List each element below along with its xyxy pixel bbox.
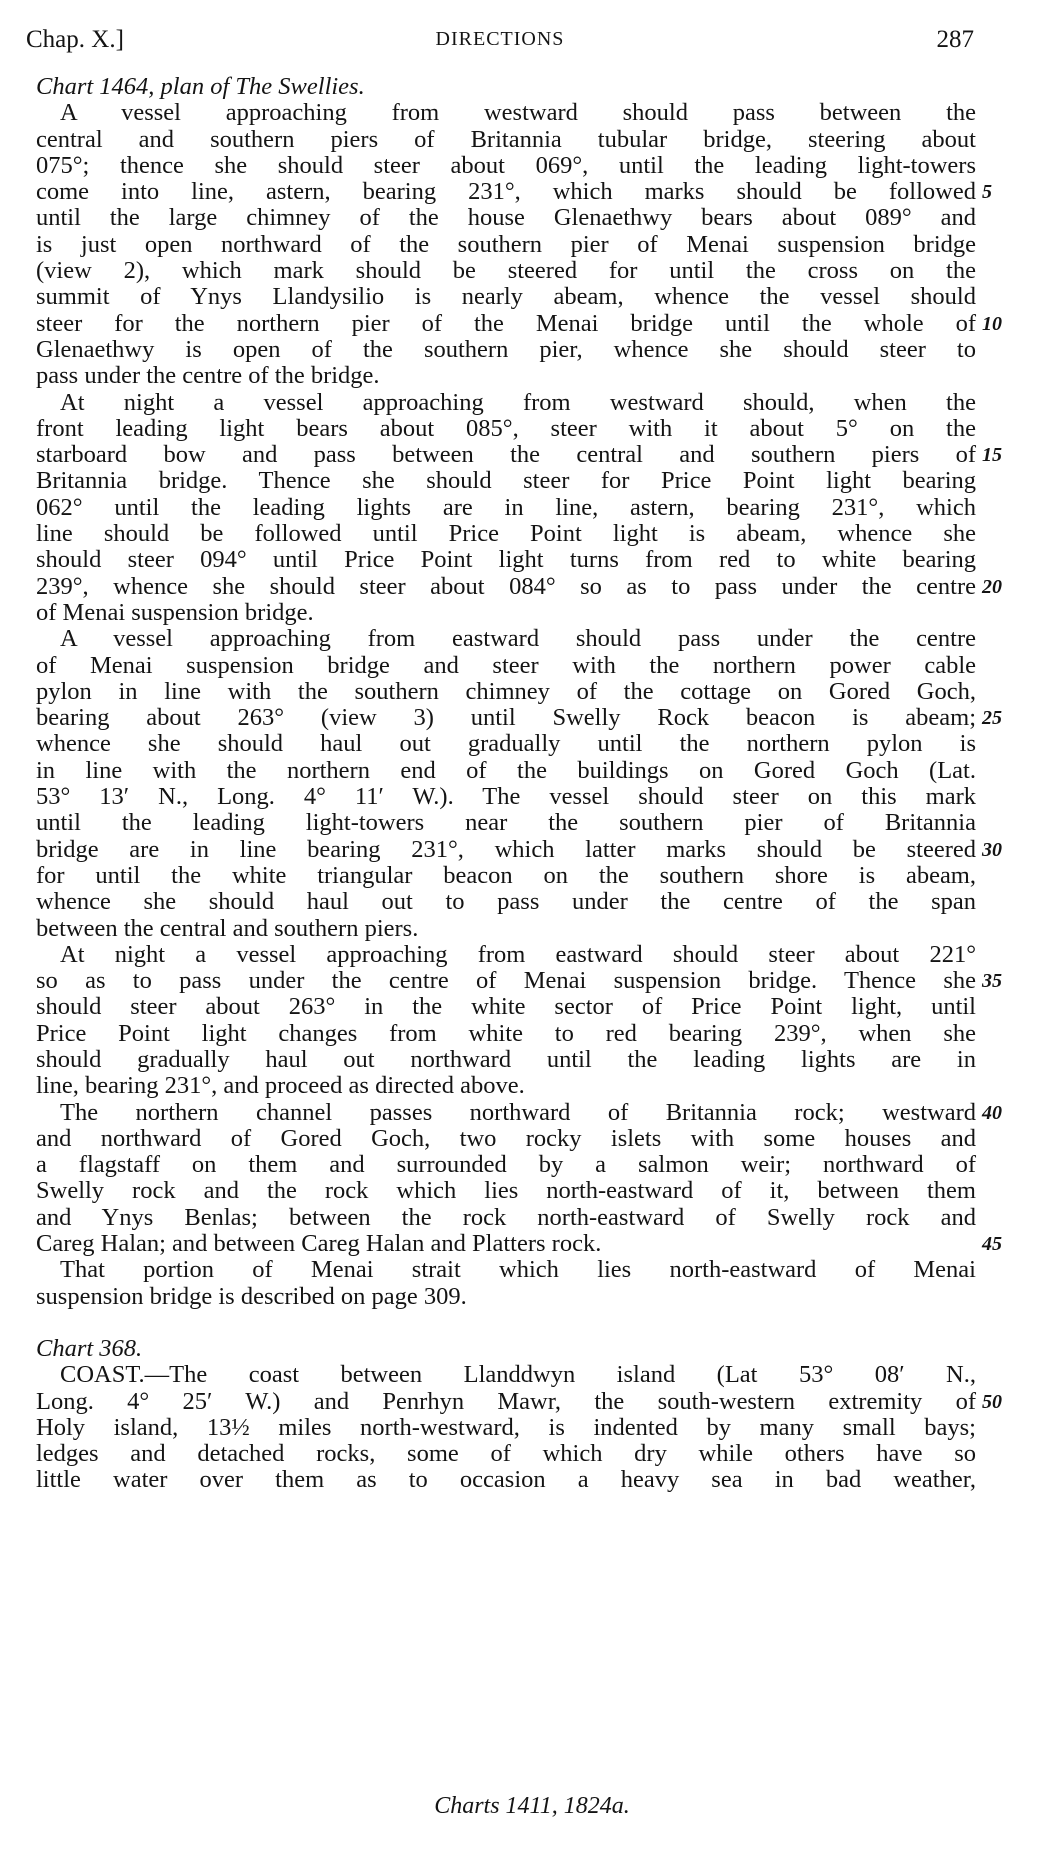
text-line <box>36 416 976 442</box>
text-line <box>36 835 1002 863</box>
text-line <box>36 309 1002 337</box>
text-line <box>36 1441 976 1467</box>
paragraph-gap <box>36 1310 976 1336</box>
margin-line-number: 30 <box>982 838 1002 861</box>
text-line <box>36 521 976 547</box>
text-line-content: come into line, astern, bearing 231°, which marks should be followed <box>36 178 976 206</box>
text-line-content: central and southern piers of Britannia tubular bridge, steering about <box>36 125 976 153</box>
text-line-content: A vessel approaching from eastward should pass under the centre <box>60 625 976 653</box>
text-line <box>36 1021 976 1047</box>
text-line-content: 075°; thence she should steer about 069°, until the leading light-towers <box>36 151 976 179</box>
text-line <box>36 1230 1002 1258</box>
text-line-content: Glenaethwy is open of the southern pier, whence she should steer to <box>36 335 976 363</box>
text-line-content: line, bearing 231°, and proceed as directed above. <box>36 1072 525 1100</box>
text-line <box>36 1387 1002 1415</box>
text-line <box>36 1126 976 1152</box>
text-line-content: should steer 094° until Price Point light turns from red to white bearing <box>36 546 976 574</box>
text-line <box>36 1152 976 1178</box>
text-line <box>36 1467 976 1493</box>
text-line-content: and Ynys Benlas; between the rock north-eastward of Swelly rock and <box>36 1203 976 1231</box>
text-line <box>36 994 976 1020</box>
text-line <box>36 810 976 836</box>
text-line <box>36 967 1002 995</box>
text-line <box>36 626 976 652</box>
text-line <box>36 495 976 521</box>
text-line <box>36 863 976 889</box>
text-line-content: line should be followed until Price Point light is abeam, whence she <box>36 520 976 548</box>
text-line <box>36 127 976 153</box>
text-line-content: That portion of Menai strait which lies north-eastward of Menai <box>60 1256 976 1284</box>
text-line-content: starboard bow and pass between the central and southern piers of <box>36 441 976 469</box>
text-line-content: bearing about 263° (view 3) until Swelly Rock beacon is abeam; <box>36 704 976 732</box>
text-line-content: 239°, whence she should steer about 084° so as to pass under the centre <box>36 572 976 600</box>
text-line-content: Careg Halan; and between Careg Halan and Platters rock. <box>36 1230 602 1258</box>
text-line-content: little water over them as to occasion a heavy sea in bad weather, <box>36 1466 976 1494</box>
text-line-content: of Menai suspension bridge and steer with the northern power cable <box>36 651 976 679</box>
text-line-content: of Menai suspension bridge. <box>36 598 314 626</box>
text-line-content: suspension bridge is described on page 309. <box>36 1282 467 1310</box>
text-line-content: 062° until the leading lights are in line, astern, bearing 231°, which <box>36 493 976 521</box>
text-line-content: At night a vessel approaching from eastward should steer about 221° <box>60 940 976 968</box>
text-line-content: pass under the centre of the bridge. <box>36 362 380 390</box>
text-line-content: The northern channel passes northward of Britannia rock; westward <box>60 1098 976 1126</box>
margin-line-number: 5 <box>982 181 992 204</box>
margin-line-number: 15 <box>982 444 1002 467</box>
text-line-content: should gradually haul out northward until the leading lights are in <box>36 1045 976 1073</box>
text-line <box>36 468 976 494</box>
text-line-content: pylon in line with the southern chimney of the cottage on Gored Goch, <box>36 677 976 705</box>
chart-heading <box>36 74 976 100</box>
text-line <box>36 390 976 416</box>
text-line <box>36 1047 976 1073</box>
text-line <box>36 1178 976 1204</box>
text-line-content: is just open northward of the southern pier of Menai suspension bridge <box>36 230 976 258</box>
text-line <box>36 547 976 573</box>
margin-line-number: 35 <box>982 970 1002 993</box>
text-line-content: for until the white triangular beacon on the southern shore is abeam, <box>36 861 976 889</box>
text-line <box>36 1284 976 1310</box>
text-line-content: Swelly rock and the rock which lies north-eastward of it, between them <box>36 1177 976 1205</box>
text-line <box>36 337 976 363</box>
text-line-content: At night a vessel approaching from westward should, when the <box>60 388 976 416</box>
text-line <box>36 758 976 784</box>
text-line-content: Britannia bridge. Thence she should steer for Price Point light bearing <box>36 467 976 495</box>
text-line-content: until the large chimney of the house Glenaethwy bears about 089° and <box>36 204 976 232</box>
text-line <box>36 363 976 389</box>
text-line <box>36 731 976 757</box>
margin-line-number: 40 <box>982 1101 1002 1124</box>
text-line <box>36 1205 976 1231</box>
text-line <box>36 100 976 126</box>
text-line-content: front leading light bears about 085°, steer with it about 5° on the <box>36 414 976 442</box>
text-line <box>36 942 976 968</box>
text-line <box>36 1257 976 1283</box>
text-line-content: Holy island, 13½ miles north-westward, is indented by many small bays; <box>36 1413 976 1441</box>
text-line <box>36 889 976 915</box>
text-line <box>36 600 976 626</box>
text-line <box>36 704 1002 732</box>
text-line-content: 53° 13′ N., Long. 4° 11′ W.). The vessel should steer on this mark <box>36 783 976 811</box>
text-line-content: bridge are in line bearing 231°, which latter marks should be steered <box>36 835 976 863</box>
text-line-content: (view 2), which mark should be steered for until the cross on the <box>36 257 976 285</box>
text-line-content: Chart 1464, plan of The Swellies. <box>36 73 365 100</box>
text-line-content: should steer about 263° in the white sector of Price Point light, until <box>36 993 976 1021</box>
text-line-content: steer for the northern pier of the Menai bridge until the whole of <box>36 309 976 337</box>
chapter-label: Chap. X.] <box>26 26 124 53</box>
text-line <box>36 784 976 810</box>
text-line <box>36 1415 976 1441</box>
text-line <box>36 653 976 679</box>
text-line-content: in line with the northern end of the buildings on Gored Goch (Lat. <box>36 756 976 784</box>
text-line <box>36 1073 976 1099</box>
margin-line-number: 50 <box>982 1390 1002 1413</box>
body-text <box>36 73 1002 1494</box>
margin-line-number: 25 <box>982 707 1002 730</box>
text-line <box>36 153 976 179</box>
text-line-content: a flagstaff on them and surrounded by a salmon weir; northward of <box>36 1151 976 1179</box>
text-line <box>36 1098 1002 1126</box>
text-line <box>36 284 976 310</box>
chart-heading <box>36 1336 976 1362</box>
running-title: DIRECTIONS <box>435 28 565 50</box>
text-line <box>36 258 976 284</box>
text-line-content: A vessel approaching from westward should pass between the <box>60 99 976 127</box>
text-line-content: so as to pass under the centre of Menai suspension bridge. Thence she <box>36 967 976 995</box>
text-line <box>36 572 1002 600</box>
text-line <box>36 441 1002 469</box>
text-line-content: whence she should haul out gradually until the northern pylon is <box>36 730 976 758</box>
text-line-content: Price Point light changes from white to red bearing 239°, when she <box>36 1019 976 1047</box>
text-line <box>36 205 976 231</box>
text-line <box>36 178 992 206</box>
margin-line-number: 20 <box>982 575 1002 598</box>
text-line <box>36 1362 976 1388</box>
text-line-content: until the leading light-towers near the southern pier of Britannia <box>36 809 976 837</box>
text-line-content: between the central and southern piers. <box>36 914 419 942</box>
text-line <box>36 232 976 258</box>
text-line-content: Long. 4° 25′ W.) and Penrhyn Mawr, the south-western extremity of <box>36 1387 976 1415</box>
text-line-content: and northward of Gored Goch, two rocky islets with some houses and <box>36 1124 976 1152</box>
footer-chart-reference: Charts 1411, 1824a. <box>434 1793 630 1819</box>
text-line-content: ledges and detached rocks, some of which dry while others have so <box>36 1440 976 1468</box>
running-header <box>26 22 974 62</box>
text-line <box>36 916 976 942</box>
text-line-content: whence she should haul out to pass under the centre of the span <box>36 888 976 916</box>
text-line-content: COAST.—The coast between Llanddwyn island (Lat 53° 08′ N., <box>60 1361 976 1389</box>
margin-line-number: 10 <box>982 312 1002 335</box>
text-line <box>36 679 976 705</box>
page-number: 287 <box>936 26 974 53</box>
text-line-content: Chart 368. <box>36 1334 143 1362</box>
margin-line-number: 45 <box>982 1233 1002 1256</box>
text-line-content: summit of Ynys Llandysilio is nearly abeam, whence the vessel should <box>36 283 976 311</box>
